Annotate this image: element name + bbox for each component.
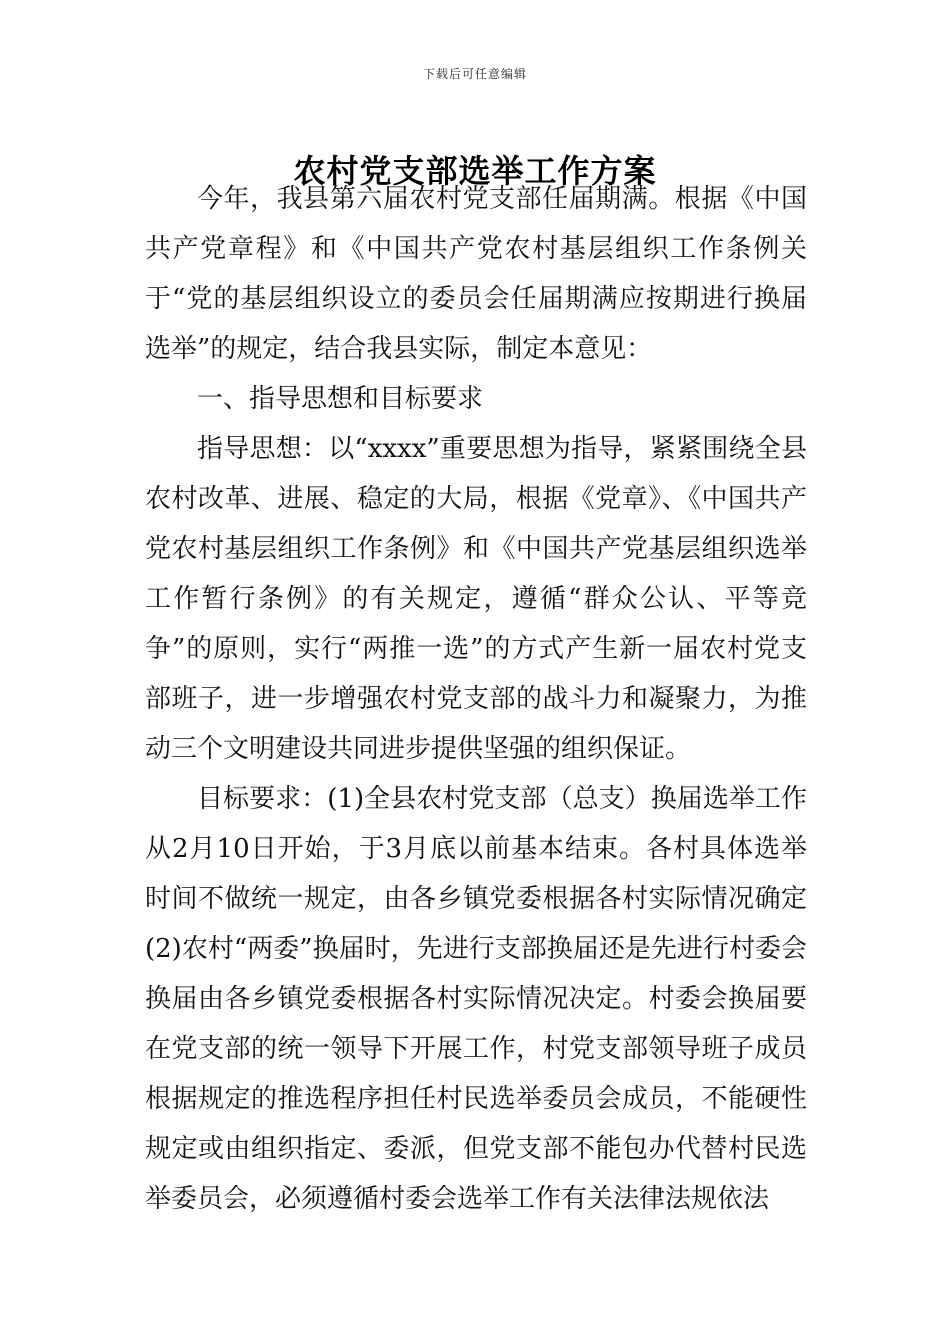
document-body (145, 174, 807, 1224)
paragraph-guiding-ideology: 指导思想：以“xxxx”重要思想为指导，紧紧围绕全县农村改革、进展、稳定的大局，根据《党章》、《中国共产党农村基层组织工作条例》和《中国共产党基层组织选举工作暂行条例》的有关规定，遵循“群众公认、平等竞争”的原则，实行“两推一选”的方式产生新一届农村党支部班子，进一步增强农村党支部的战斗力和凝聚力，为推动三个文明建设共同进步提供坚强的组织保证。 (145, 434, 807, 764)
document-title: 农村党支部选举工作方案 (293, 152, 657, 191)
paragraph-intro: 今年，我县第六届农村党支部任届期满。根据《中国共产党章程》和《中国共产党农村基层组织工作条例关于“党的基层组织设立的委员会任届期满应按期进行换届选举”的规定，结合我县实际，制定本意见： (145, 184, 807, 364)
paragraph-target-requirements: 目标要求：(1)全县农村党支部（总支）换届选举工作从2月10日开始，于3月底以前基本结束。各村具体选举时间不做统一规定，由各乡镇党委根据各村实际情况确定(2)农村“两委”换届时，先进行支部换届还是先进行村委会换届由各乡镇党委根据各村实际情况决定。村委会换届要在党支部的统一领导下开展工作，村党支部领导班子成员根据规定的推选程序担任村民选举委员会成员，不能硬性规定或由组织指定、委派，但党支部不能包办代替村民选举委员会，必须遵循村委会选举工作有关法律法规依法 (145, 784, 807, 1214)
section-heading-guiding-ideology: 一、指导思想和目标要求 (197, 384, 484, 414)
header-note: 下载后可任意编辑 (422, 67, 527, 81)
